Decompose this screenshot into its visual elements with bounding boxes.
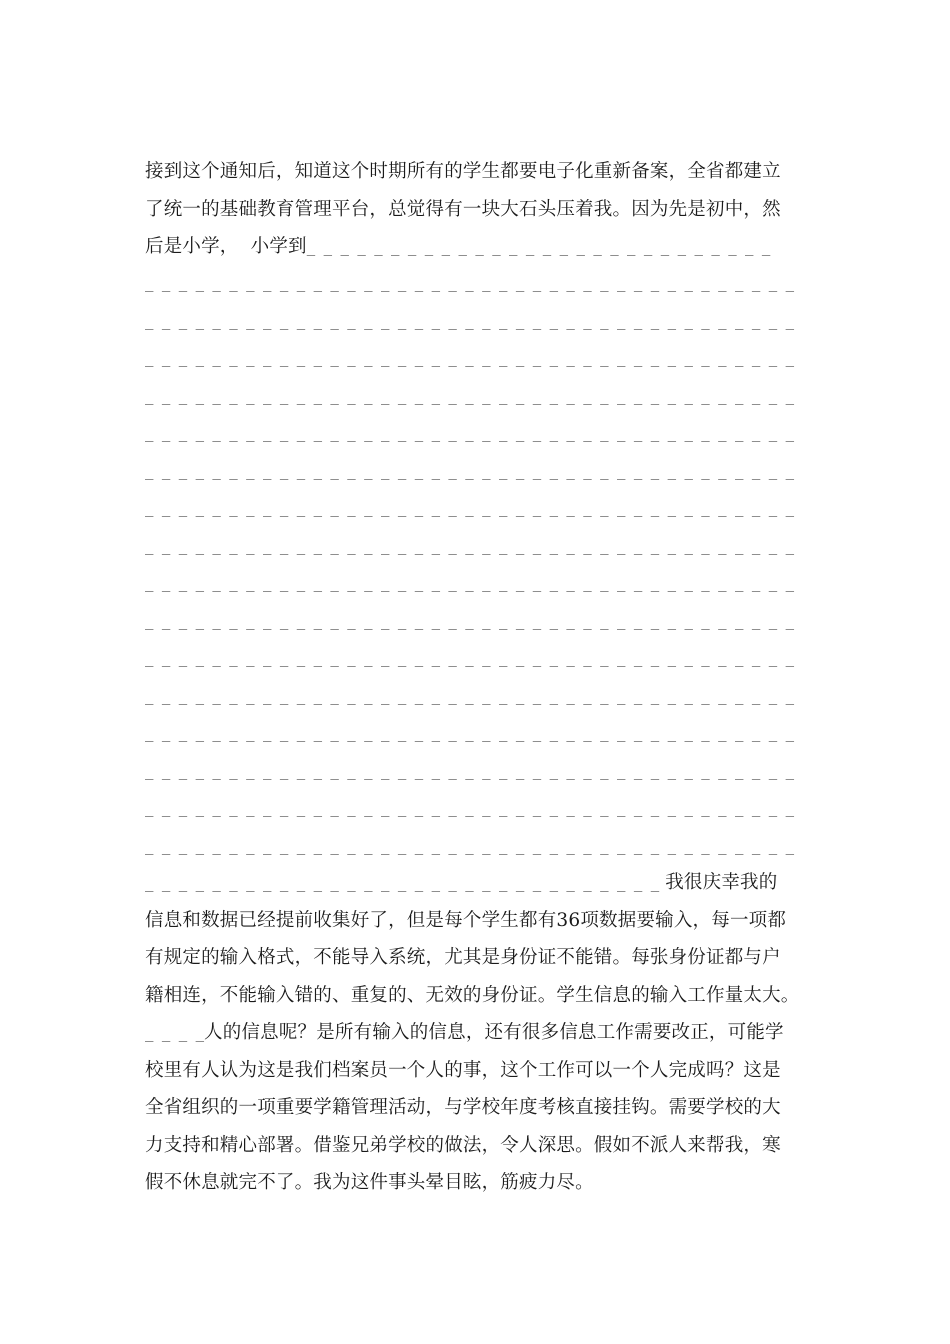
fill-in-blank: _ _ _ _ _ _ _ _ _ _ _ _ _ _ _ _ _ _ _ _ _ _ _ _ _ _ _ _ bbox=[306, 240, 771, 256]
blank-line: _ _ _ _ _ _ _ _ _ _ _ _ _ _ _ _ _ _ _ _ _ _ _ _ _ _ _ _ _ _ _ _ _ _ _ _ _ _ _ bbox=[145, 426, 795, 442]
blank-line: _ _ _ _ _ _ _ _ _ _ _ _ _ _ _ _ _ _ _ _ _ _ _ _ _ _ _ _ _ _ _ _ _ _ _ _ _ _ _ bbox=[145, 388, 795, 405]
blank-line: _ _ _ _ _ _ _ _ _ _ _ _ _ _ _ _ _ _ _ _ _ _ _ _ _ _ _ _ _ _ _ _ _ _ _ _ _ _ _ bbox=[145, 838, 795, 855]
text-line: 有规定的输入格式，不能导入系统，尤其是身份证不能错。每张身份证都与户 bbox=[145, 947, 781, 968]
text-segment: 后是小学， 小学到 bbox=[145, 236, 307, 257]
opening-paragraph bbox=[145, 153, 810, 266]
text-line-with-blank bbox=[145, 864, 810, 902]
blank-line: _ _ _ _ _ _ _ _ _ _ _ _ _ _ _ _ _ _ _ _ _ _ _ _ _ _ _ _ _ _ _ _ _ _ _ _ _ _ _ bbox=[145, 538, 795, 555]
text-line: 信息和数据已经提前收集好了，但是每个学生都有36项数据要输入，每一项都 bbox=[145, 909, 787, 931]
text-line: 校里有人认为这是我们档案员一个人的事，这个工作可以一个人完成吗？这是 bbox=[145, 1059, 781, 1081]
blank-line: _ _ _ _ _ _ _ _ _ _ _ _ _ _ _ _ _ _ _ _ _ _ _ _ _ _ _ _ _ _ _ _ _ _ _ _ _ _ _ bbox=[145, 351, 795, 367]
blank-line: _ _ _ _ _ _ _ _ _ _ _ _ _ _ _ _ _ _ _ _ _ _ _ _ _ _ _ _ _ _ _ _ _ _ _ _ _ _ _ bbox=[145, 576, 795, 592]
blank-line: _ _ _ _ _ _ _ _ _ _ _ _ _ _ _ _ _ _ _ _ _ _ _ _ _ _ _ _ _ _ _ _ _ _ _ _ _ _ _ bbox=[145, 613, 795, 630]
text-line-with-blank bbox=[145, 1014, 810, 1052]
blank-line: _ _ _ _ _ _ _ _ _ _ _ _ _ _ _ _ _ _ _ _ _ _ _ _ _ _ _ _ _ _ _ _ _ _ _ _ _ _ _ bbox=[145, 801, 795, 817]
fill-in-blank: _ _ _ _ _ _ _ _ _ _ _ _ _ _ _ _ _ _ _ _ _ _ _ _ _ _ _ _ _ _ _ bbox=[145, 876, 660, 892]
blank-answer-area bbox=[145, 266, 810, 866]
text-line: 籍相连，不能输入错的、重复的、无效的身份证。学生信息的输入工作量太大。 bbox=[145, 984, 800, 1006]
blank-line: _ _ _ _ _ _ _ _ _ _ _ _ _ _ _ _ _ _ _ _ _ _ _ _ _ _ _ _ _ _ _ _ _ _ _ _ _ _ _ bbox=[145, 463, 795, 480]
blank-line: _ _ _ _ _ _ _ _ _ _ _ _ _ _ _ _ _ _ _ _ _ _ _ _ _ _ _ _ _ _ _ _ _ _ _ _ _ _ _ bbox=[145, 688, 795, 705]
blank-line: _ _ _ _ _ _ _ _ _ _ _ _ _ _ _ _ _ _ _ _ _ _ _ _ _ _ _ _ _ _ _ _ _ _ _ _ _ _ _ bbox=[145, 276, 795, 292]
blank-line: _ _ _ _ _ _ _ _ _ _ _ _ _ _ _ _ _ _ _ _ _ _ _ _ _ _ _ _ _ _ _ _ _ _ _ _ _ _ _ bbox=[145, 726, 795, 742]
text-line: 假不休息就完不了。我为这件事头晕目眩，筋疲力尽。 bbox=[145, 1172, 594, 1193]
fill-in-blank: _ _ _ _ bbox=[145, 1026, 205, 1042]
blank-line: _ _ _ _ _ _ _ _ _ _ _ _ _ _ _ _ _ _ _ _ _ _ _ _ _ _ _ _ _ _ _ _ _ _ _ _ _ _ _ bbox=[145, 651, 795, 667]
text-segment: 我很庆幸我的 bbox=[659, 872, 778, 893]
text-segment: 人的信息呢？是所有输入的信息，还有很多信息工作需要改正，可能学 bbox=[204, 1022, 784, 1043]
text-line-with-blank bbox=[145, 228, 810, 266]
closing-paragraph bbox=[145, 864, 810, 1202]
text-line: 了统一的基础教育管理平台，总觉得有一块大石头压着我。因为先是初中，然 bbox=[145, 198, 781, 220]
blank-line: _ _ _ _ _ _ _ _ _ _ _ _ _ _ _ _ _ _ _ _ _ _ _ _ _ _ _ _ _ _ _ _ _ _ _ _ _ _ _ bbox=[145, 763, 795, 780]
blank-line: _ _ _ _ _ _ _ _ _ _ _ _ _ _ _ _ _ _ _ _ _ _ _ _ _ _ _ _ _ _ _ _ _ _ _ _ _ _ _ bbox=[145, 501, 795, 517]
text-line: 接到这个通知后，知道这个时期所有的学生都要电子化重新备案，全省都建立 bbox=[145, 161, 781, 182]
blank-line: _ _ _ _ _ _ _ _ _ _ _ _ _ _ _ _ _ _ _ _ _ _ _ _ _ _ _ _ _ _ _ _ _ _ _ _ _ _ _ bbox=[145, 313, 795, 330]
text-line: 力支持和精心部署。借鉴兄弟学校的做法，令人深思。假如不派人来帮我，寒 bbox=[145, 1134, 781, 1156]
text-line: 全省组织的一项重要学籍管理活动，与学校年度考核直接挂钩。需要学校的大 bbox=[145, 1097, 781, 1118]
